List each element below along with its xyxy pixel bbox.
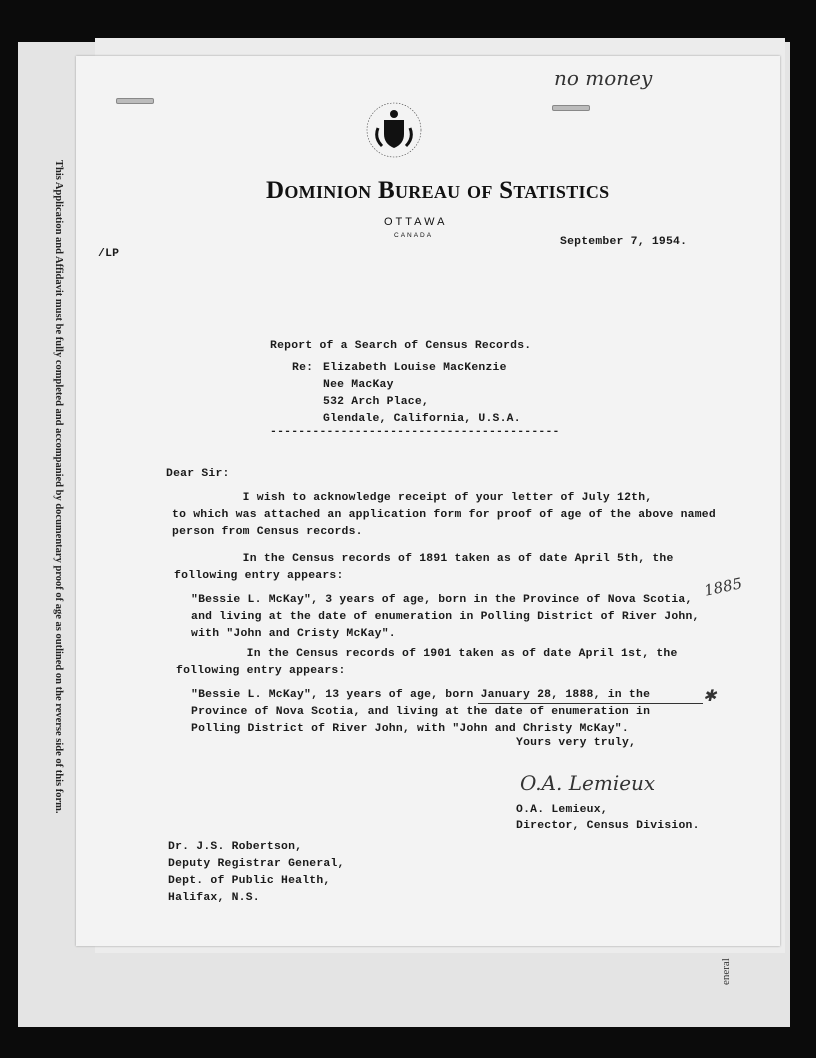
body-line: In the Census records of 1891 taken as of date April 5th, the <box>172 553 674 565</box>
side-instruction <box>48 160 68 850</box>
body-line: and living at the date of enumeration in Polling District of River John, <box>191 611 700 623</box>
coat-of-arms-seal-icon <box>364 100 424 160</box>
body-line: to which was attached an application form for proof of age of the above named <box>172 509 716 521</box>
signature: O.A. Lemieux <box>520 771 656 795</box>
handwritten-underline <box>478 703 703 704</box>
salutation: Dear Sir: <box>166 468 230 480</box>
country: CANADA <box>394 232 434 239</box>
body-line: person from Census records. <box>172 526 363 538</box>
city: OTTAWA <box>384 216 448 228</box>
staple-mark <box>552 105 590 111</box>
signer-name: O.A. Lemieux, <box>516 804 608 816</box>
body-line: Polling District of River John, with "John and Christy McKay". <box>191 723 629 735</box>
reference-code: /LP <box>98 248 120 260</box>
body-line: following entry appears: <box>174 570 344 582</box>
addressee-line: Deputy Registrar General, <box>168 858 345 870</box>
handwritten-note: no money <box>554 66 653 90</box>
body-line: "Bessie L. McKay", 3 years of age, born in the Province of Nova Scotia, <box>191 594 693 606</box>
re-label: Re: <box>292 362 314 374</box>
staple-mark <box>116 98 154 104</box>
bottom-fragment: eneral <box>720 958 732 985</box>
re-line: Nee MacKay <box>323 379 394 391</box>
re-line: Glendale, California, U.S.A. <box>323 413 521 425</box>
letter-date: September 7, 1954. <box>560 236 688 248</box>
margin-year-note: 1885 <box>702 574 744 600</box>
addressee-line: Dr. J.S. Robertson, <box>168 841 303 853</box>
body-line: with "John and Cristy McKay". <box>191 628 396 640</box>
letter-page <box>76 56 780 946</box>
body-line: In the Census records of 1901 taken as of date April 1st, the <box>176 648 678 660</box>
re-line: Elizabeth Louise MacKenzie <box>323 362 507 374</box>
re-rule: ----------------------------------------- <box>270 426 560 438</box>
signer-title: Director, Census Division. <box>516 820 700 832</box>
side-instruction-text: This Application and Affidavit must be fully completed and accompanied by documentary proof of age as outlined on the reverse side of this form. <box>53 160 64 814</box>
body-line: I wish to acknowledge receipt of your letter of July 12th, <box>172 492 653 504</box>
body-line: following entry appears: <box>176 665 346 677</box>
bureau-name: Dominion Bureau of Statistics <box>266 177 610 204</box>
addressee-line: Halifax, N.S. <box>168 892 260 904</box>
subject-line: Report of a Search of Census Records. <box>270 340 532 352</box>
body-line: Province of Nova Scotia, and living at the date of enumeration in <box>191 706 651 718</box>
asterisk-mark-icon: ✱ <box>703 686 717 705</box>
re-line: 532 Arch Place, <box>323 396 429 408</box>
addressee-line: Dept. of Public Health, <box>168 875 331 887</box>
closing: Yours very truly, <box>516 737 637 749</box>
body-line: "Bessie L. McKay", 13 years of age, born January 28, 1888, in the <box>191 689 651 701</box>
